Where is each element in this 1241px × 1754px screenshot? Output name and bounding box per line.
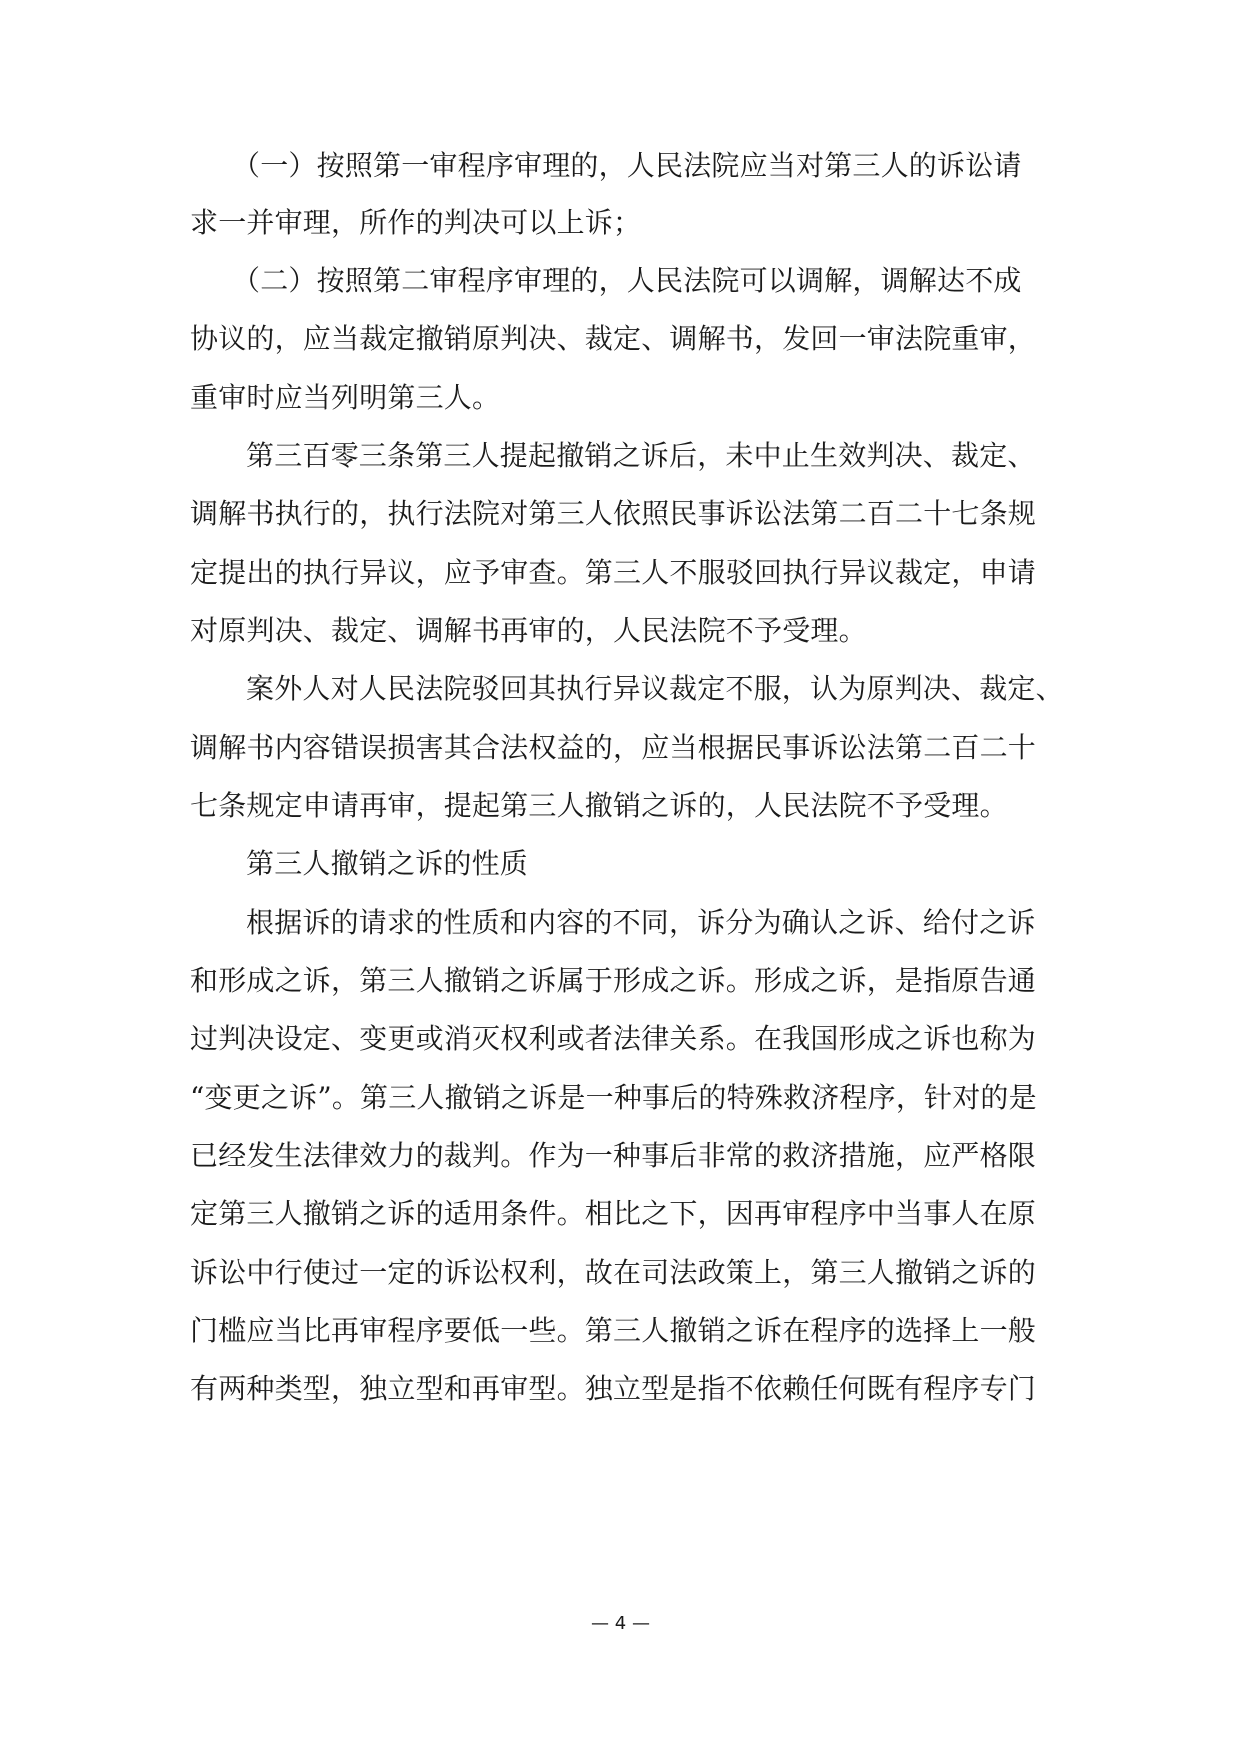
text-line-11: 调解书内容错误损害其合法权益的，应当根据民事诉讼法第二百二十 — [190, 731, 1037, 764]
text-line-14: 根据诉的请求的性质和内容的不同，诉分为确认之诉、给付之诉 — [246, 906, 1036, 939]
section-heading: 第三人撤销之诉的性质 — [246, 847, 529, 880]
text-line-5: 重审时应当列明第三人。 — [190, 381, 501, 414]
text-line-19: 定第三人撤销之诉的适用条件。相比之下，因再审程序中当事人在原 — [190, 1197, 1037, 1230]
text-line-17: “变更之诉”。第三人撤销之诉是一种事后的特殊救济程序，针对的是 — [190, 1081, 1037, 1114]
text-line-12: 七条规定申请再审，提起第三人撤销之诉的，人民法院不予受理。 — [190, 789, 1008, 822]
page-number: — 4 — — [591, 1613, 650, 1634]
text-line-2: 求一并审理，所作的判决可以上诉； — [190, 206, 642, 239]
text-line-7: 调解书执行的，执行法院对第三人依照民事诉讼法第二百二十七条规 — [190, 497, 1037, 530]
text-line-15: 和形成之诉，第三人撤销之诉属于形成之诉。形成之诉，是指原告通 — [190, 964, 1037, 997]
text-line-6: 第三百零三条第三人提起撤销之诉后，未中止生效判决、裁定、 — [246, 439, 1036, 472]
text-line-10: 案外人对人民法院驳回其执行异议裁定不服，认为原判决、裁定、 — [246, 672, 1064, 705]
text-line-9: 对原判决、裁定、调解书再审的，人民法院不予受理。 — [190, 614, 867, 647]
text-line-4: 协议的，应当裁定撤销原判决、裁定、调解书，发回一审法院重审， — [190, 322, 1037, 355]
text-line-22: 有两种类型，独立型和再审型。独立型是指不依赖任何既有程序专门 — [190, 1372, 1037, 1405]
text-line-1: （一）按照第一审程序审理的，人民法院应当对第三人的诉讼请 — [232, 149, 1022, 182]
text-line-8: 定提出的执行异议，应予审查。第三人不服驳回执行异议裁定，申请 — [190, 556, 1037, 589]
text-line-18: 已经发生法律效力的裁判。作为一种事后非常的救济措施，应严格限 — [190, 1139, 1037, 1172]
text-line-21: 门槛应当比再审程序要低一些。第三人撤销之诉在程序的选择上一般 — [190, 1314, 1037, 1347]
text-line-16: 过判决设定、变更或消灭权利或者法律关系。在我国形成之诉也称为 — [190, 1022, 1037, 1055]
text-line-3: （二）按照第二审程序审理的，人民法院可以调解，调解达不成 — [232, 264, 1022, 297]
text-line-20: 诉讼中行使过一定的诉讼权利，故在司法政策上，第三人撤销之诉的 — [190, 1256, 1037, 1289]
